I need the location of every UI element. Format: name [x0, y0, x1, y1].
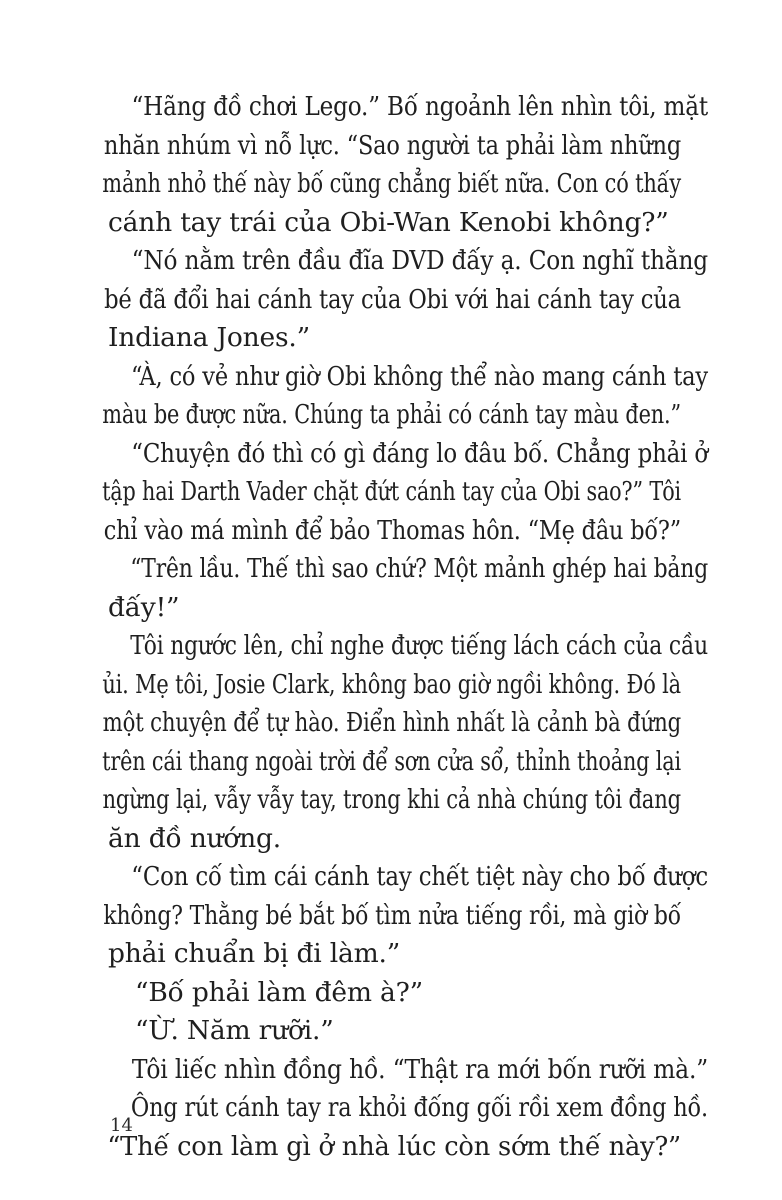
text-line: ủi. Mẹ tôi, Josie Clark, không bao giờ ngồi không. Đó là	[102, 668, 681, 700]
text-line: một chuyện để tự hào. Điển hình nhất là cảnh bà đứng	[102, 707, 682, 738]
paragraph-3	[102, 358, 708, 435]
text-line: nhăn nhúm vì nỗ lực. “Sao người ta phải làm những	[103, 129, 682, 161]
paragraph-7	[103, 858, 708, 974]
text-line: ngừng lại, vẫy vẫy tay, trong khi cả nhà chúng tôi đang	[102, 784, 681, 815]
text-line: màu be được nữa. Chúng ta phải có cánh tay màu đen.”	[102, 399, 681, 430]
text-line: đấy!”	[108, 591, 180, 623]
text-line: ăn đồ nướng.	[108, 822, 282, 854]
text-line: cánh tay trái của Obi-Wan Kenobi không?”	[108, 206, 669, 238]
paragraph-1	[102, 88, 708, 242]
paragraph-4	[102, 435, 708, 551]
text-line: trên cái thang ngoài trời để sơn cửa sổ, thỉnh thoảng lại	[102, 745, 682, 777]
text-line: mảnh nhỏ thế này bố cũng chẳng biết nữa. Con có thấy	[102, 168, 681, 199]
text-line: “À, có vẻ như giờ Obi không thể nào mang cánh tay	[130, 360, 708, 392]
text-line: “Hãng đồ chơi Lego.” Bố ngoảnh lên nhìn tôi, mặt	[131, 91, 708, 122]
paragraph-2	[104, 242, 708, 358]
text-line: “Con cố tìm cái cánh tay chết tiệt này cho bố được	[131, 861, 708, 892]
paragraph-8	[108, 974, 708, 1013]
text-line: “Ừ. Năm rưỡi.”	[135, 1015, 334, 1046]
body-text	[102, 88, 709, 1166]
page-number: 14	[110, 1115, 133, 1136]
paragraph-6	[102, 627, 709, 858]
text-line: “Bố phải làm đêm à?”	[135, 976, 423, 1008]
text-line: “Trên lầu. Thế thì sao chứ? Một mảnh ghép hai bảng	[130, 553, 709, 584]
text-line: “Nó nằm trên đầu đĩa DVD đấy ạ. Con nghĩ thằng	[131, 245, 708, 276]
text-line: chỉ vào má mình để bảo Thomas hôn. “Mẹ đâu bố?”	[103, 514, 681, 546]
text-line: “Chuyện đó thì có gì đáng lo đâu bố. Chẳng phải ở	[131, 437, 708, 469]
text-line: bé đã đổi hai cánh tay của Obi với hai cánh tay của	[104, 283, 681, 315]
text-line: Tôi liếc nhìn đồng hồ. “Thật ra mới bốn rưỡi mà.”	[131, 1053, 709, 1085]
text-line: không? Thằng bé bắt bố tìm nửa tiếng rồi, mà giờ bố	[103, 899, 682, 931]
text-line: tập hai Darth Vader chặt đứt cánh tay của Obi sao?” Tôi	[102, 476, 681, 507]
paragraph-9	[108, 1012, 708, 1051]
paragraph-5	[108, 550, 708, 627]
paragraph-11	[108, 1089, 708, 1166]
text-line: Tôi ngước lên, chỉ nghe được tiếng lách cách của cầu	[130, 630, 709, 661]
text-line: Indiana Jones.”	[108, 322, 310, 353]
text-line: Ông rút cánh tay ra khỏi đống gối rồi xem đồng hồ.	[130, 1092, 709, 1123]
text-line: phải chuẩn bị đi làm.”	[108, 938, 401, 969]
text-line: “Thế con làm gì ở nhà lúc còn sớm thế này?”	[107, 1130, 682, 1162]
paragraph-10	[108, 1051, 708, 1090]
